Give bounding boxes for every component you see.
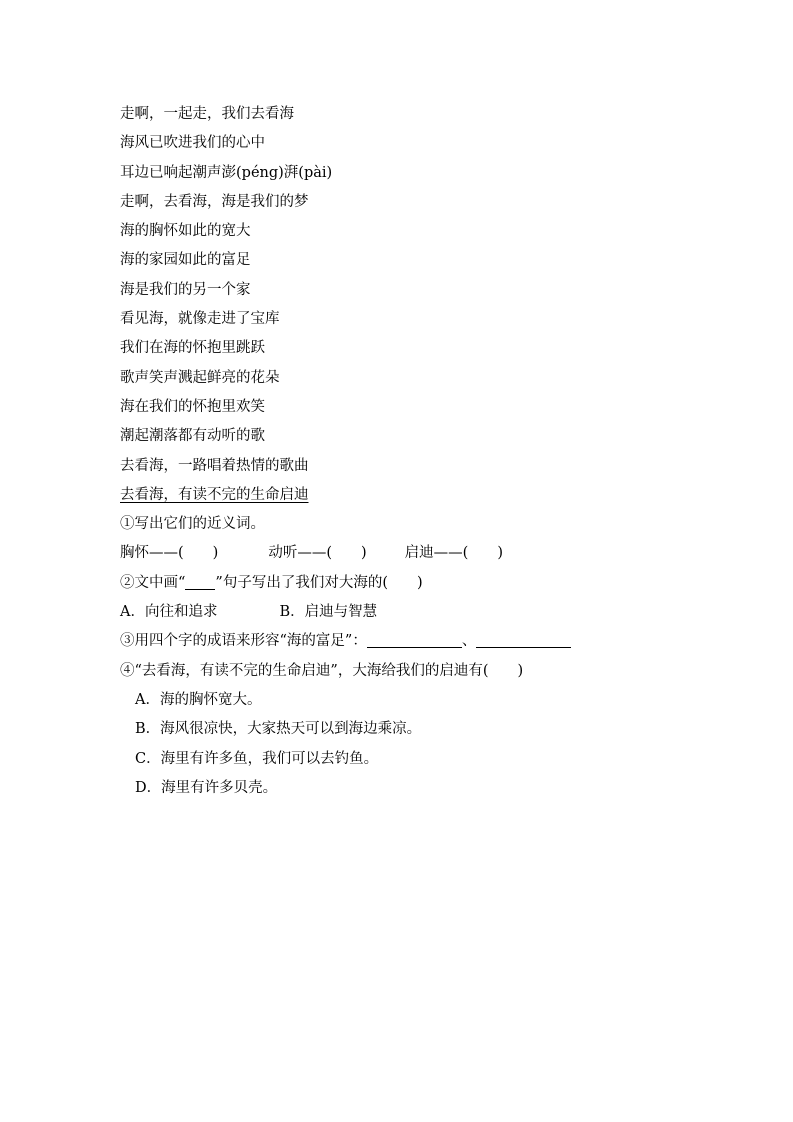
- question-2-prompt-after: ”句子写出了我们对大海的( ): [215, 574, 423, 591]
- poem-line: 海的家园如此的富足: [120, 252, 251, 269]
- question-4-option-c[interactable]: C．海里有许多鱼，我们可以去钓鱼。: [135, 750, 379, 767]
- question-2-options: [120, 598, 680, 627]
- option-b[interactable]: B．启迪与智慧: [279, 604, 378, 621]
- question-4-prompt: ④“去看海，有读不完的生命启迪”，大海给我们的启迪有( ): [120, 662, 524, 679]
- question-2-prompt-before: ②文中画“: [120, 574, 186, 591]
- document-page: [120, 100, 680, 803]
- poem-line: 海的胸怀如此的宽大: [120, 223, 251, 240]
- question-1-items: [120, 539, 680, 568]
- underline-mark-blank: [185, 573, 215, 590]
- answer-blank-2[interactable]: [476, 631, 571, 648]
- question-3-prompt: [120, 627, 680, 656]
- poem-line: 看见海，就像走进了宝库: [120, 311, 280, 328]
- poem-line: 歌声笑声溅起鲜亮的花朵: [120, 369, 280, 386]
- question-4-option-a[interactable]: A．海的胸怀宽大。: [135, 691, 262, 708]
- synonym-item-2[interactable]: 动听——( ): [268, 545, 367, 562]
- poem-line: 走啊，去看海，海是我们的梦: [120, 193, 309, 210]
- poem-line: 海风已吹进我们的心中: [120, 135, 265, 152]
- option-a[interactable]: A．向往和追求: [120, 604, 218, 621]
- poem-line: 潮起潮落都有动听的歌: [120, 428, 265, 445]
- poem-line: 耳边已响起潮声澎(péng)湃(pài): [120, 164, 333, 181]
- poem-line: 去看海，一路唱着热情的歌曲: [120, 457, 309, 474]
- poem-line: 海在我们的怀抱里欢笑: [120, 398, 265, 415]
- question-2-prompt: [120, 569, 680, 598]
- question-4-option-d[interactable]: D．海里有许多贝壳。: [135, 779, 278, 796]
- question-4-option-b[interactable]: B．海风很凉快，大家热天可以到海边乘凉。: [135, 721, 422, 738]
- blank-separator: 、: [461, 633, 477, 650]
- poem-line: 走啊，一起走，我们去看海: [120, 106, 294, 122]
- synonym-item-1[interactable]: 胸怀——( ): [120, 545, 219, 562]
- poem-line: 海是我们的另一个家: [120, 281, 251, 298]
- answer-blank-1[interactable]: [367, 631, 462, 648]
- poem-underlined-line: [120, 481, 680, 510]
- question-3-text: ③用四个字的成语来形容“海的富足”：: [120, 633, 367, 650]
- question-1-prompt: ①写出它们的近义词。: [120, 516, 265, 533]
- synonym-item-3[interactable]: 启迪——( ): [404, 545, 503, 562]
- underlined-sentence: 去看海，有读不完的生命启迪: [120, 486, 309, 503]
- poem-line: 我们在海的怀抱里跳跃: [120, 340, 265, 357]
